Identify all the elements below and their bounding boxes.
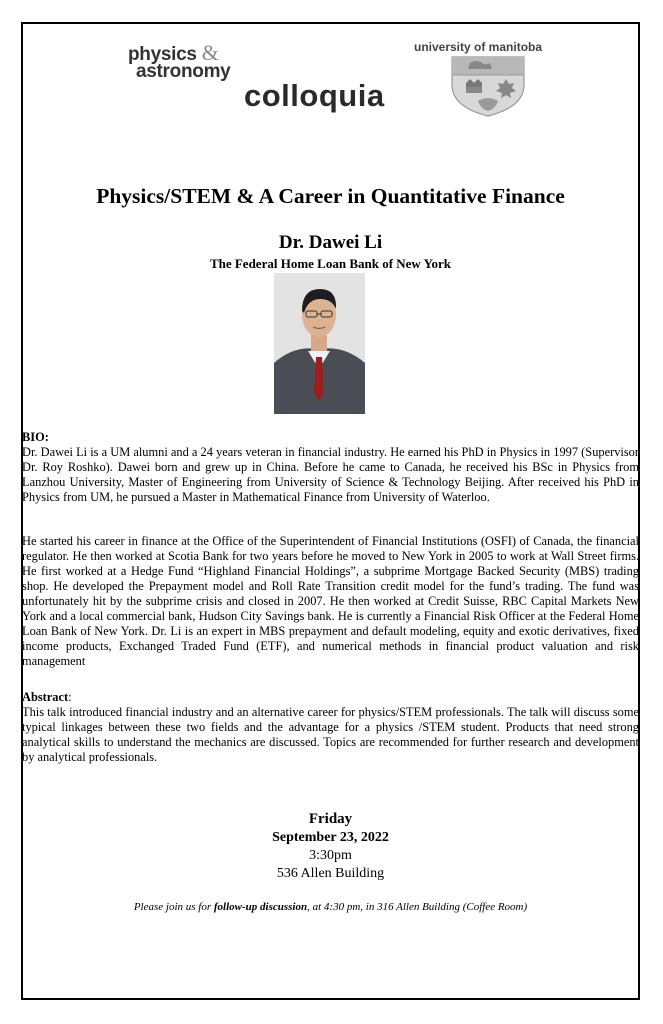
logo-astronomy-text: astronomy [136, 61, 231, 82]
followup-prefix: Please join us for [133, 901, 214, 913]
event-day: Friday [308, 811, 353, 827]
event-time: 3:30pm [309, 848, 352, 863]
university-crest-icon [448, 55, 528, 117]
logo-ampersand: & [201, 40, 219, 65]
speaker-name: Dr. Dawei Li [278, 232, 383, 253]
speaker-photo [274, 273, 365, 414]
followup-note [21, 901, 640, 913]
speaker-affiliation: The Federal Home Loan Bank of New York [209, 256, 452, 271]
physics-astronomy-logo [128, 40, 231, 82]
abstract-text: This talk introduced financial industry and an alternative career for physics/STEM professionals. The talk will discuss some typical linkages between these two fields and the advantage for a physics /STEM student. Products that need strong analytical skills to understand the mechanics are discussed. Topics are recommended for further research and development by analytical professionals. [22, 705, 639, 764]
followup-suffix: , at 4:30 pm, in 316 Allen Building (Coffee Room) [307, 901, 528, 913]
talk-title: Physics/STEM & A Career in Quantitative Finance [96, 184, 565, 208]
followup-emphasis: follow-up discussion [213, 901, 308, 913]
abstract-heading [22, 690, 72, 705]
abstract-heading-label: Abstract [22, 690, 69, 704]
bio-paragraph-2: He started his career in finance at the Office of the Superintendent of Financial Institutions (OSFI) of Canada, the financial regulator. He then worked at Scotia Bank for two years before he moved to New York in 2005 to work at Wall Street firms. He first worked at a Hedge Fund “Highland Financial Holdings”, a subprime Mortgage Backed Security (MBS) trading shop. He developed the Prepayment model and Roll Rate Transition credit model for the fund’s trading. The fund was unfortunately hit by the subprime crisis and closed in 2007. He then worked at Credit Suisse, RBC Capital Markets New York and a local commercial bank, Hudson City Savings bank. He is currently a Financial Risk Officer at the Federal Home Loan Bank of New York. Dr. Li is an expert in MBS prepayment and default modeling, equity and exotic derivatives, fixed income products, Exchanged Traded Fund (ETF), and numerical methods in financial product valuation and risk management [22, 534, 639, 668]
colloquia-logo: colloquia [244, 78, 385, 113]
bio-paragraph-1: Dr. Dawei Li is a UM alumni and a 24 years veteran in financial industry. He earned his PhD in Physics in 1997 (Supervisor Dr. Roy Roshko). Dawei born and grew up in China. Before he came to Canada, he received his BSc in Physics from Lanzhou University, Master of Engineering from University of Science & Technology Beijing. After received his PhD in Physics from UM, he pursued a Master in Mathematical Finance from University of Waterloo. [22, 445, 639, 504]
bio-heading: BIO: [22, 430, 49, 444]
logo-physics-text: physics [128, 44, 197, 65]
event-date: September 23, 2022 [272, 830, 389, 845]
abstract-heading-colon: : [68, 690, 72, 704]
event-location: 536 Allen Building [276, 866, 385, 881]
university-name: university of manitoba [414, 40, 543, 54]
